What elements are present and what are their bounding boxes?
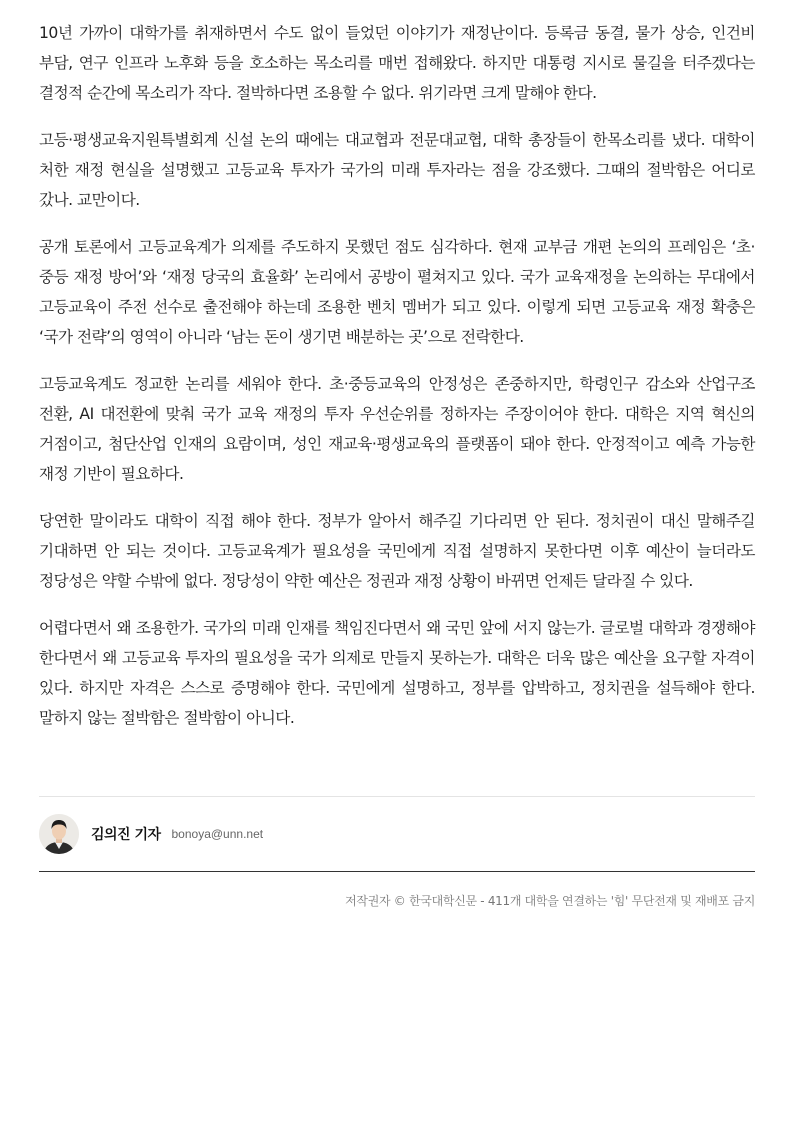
copyright-notice: 저작권자 © 한국대학신문 - 411개 대학을 연결하는 '힘' 무단전재 및 재배포 금지	[345, 894, 755, 908]
article-paragraph: 고등·평생교육지원특별회계 신설 논의 때에는 대교협과 전문대교협, 대학 총장들이 한목소리를 냈다. 대학이 처한 재정 현실을 설명했고 고등교육 투자가 국가의 미래 투자라는 점을 강조했다. 그때의 절박함은 어디로 갔나. 교만이다.	[39, 131, 755, 209]
reporter-name[interactable]: 김의진 기자	[91, 827, 161, 843]
article-paragraph: 공개 토론에서 고등교육계가 의제를 주도하지 못했던 점도 심각하다. 현재 교부금 개편 논의의 프레임은 ‘초·중등 재정 방어’와 ‘재정 당국의 효율화’ 논리에서 공방이 펼쳐지고 있다. 국가 교육재정을 논의하는 무대에서 고등교육이 주전 선수로 출전해야 하는데 조용한 벤치 멤버가 되고 있다. 이렇게 되면 고등교육 재정 확충은 ‘국가 전략’의 영역이 아니라 ‘남는 돈이 생기면 배분하는 곳’으로 전락한다.	[39, 238, 755, 346]
article-paragraph: 고등교육계도 정교한 논리를 세워야 한다. 초·중등교육의 안정성은 존중하지만, 학령인구 감소와 산업구조 전환, AI 대전환에 맞춰 국가 교육 재정의 투자 우선순위를 정하자는 주장이어야 한다. 대학은 지역 혁신의 거점이고, 첨단산업 인재의 요람이며, 성인 재교육·평생교육의 플랫폼이 돼야 한다. 안정적이고 예측 가능한 재정 기반이 필요하다.	[39, 375, 755, 483]
article-body	[39, 18, 755, 750]
person-icon	[39, 814, 79, 854]
reporter-email[interactable]: bonoya@unn.net	[171, 827, 264, 841]
article-paragraph: 어렵다면서 왜 조용한가. 국가의 미래 인재를 책임진다면서 왜 국민 앞에 서지 않는가. 글로벌 대학과 경쟁해야 한다면서 왜 고등교육 투자의 필요성을 국가 의제로 만들지 못하는가. 대학은 더욱 많은 예산을 요구할 자격이 있다. 하지만 자격은 스스로 증명해야 한다. 국민에게 설명하고, 정부를 압박하고, 정치권을 설득해야 한다. 말하지 않는 절박함은 절박함이 아니다.	[39, 619, 755, 727]
reporter-byline-section	[39, 796, 755, 872]
article-paragraph: 10년 가까이 대학가를 취재하면서 수도 없이 들었던 이야기가 재정난이다. 등록금 동결, 물가 상승, 인건비 부담, 연구 인프라 노후화 등을 호소하는 목소리를 매번 접해왔다. 하지만 대통령 지시로 물길을 터주겠다는 결정적 순간에 목소리가 작다. 절박하다면 조용할 수 없다. 위기라면 크게 말해야 한다.	[39, 24, 755, 102]
article-paragraph: 당연한 말이라도 대학이 직접 해야 한다. 정부가 알아서 해주길 기다리면 안 된다. 정치권이 대신 말해주길 기대하면 안 되는 것이다. 고등교육계가 필요성을 국민에게 직접 설명하지 못한다면 이후 예산이 늘더라도 정당성은 약할 수밖에 없다. 정당성이 약한 예산은 정권과 재정 상황이 바뀌면 언제든 달라질 수 있다.	[39, 512, 755, 590]
reporter-byline	[39, 797, 755, 872]
reporter-avatar[interactable]	[39, 814, 79, 854]
